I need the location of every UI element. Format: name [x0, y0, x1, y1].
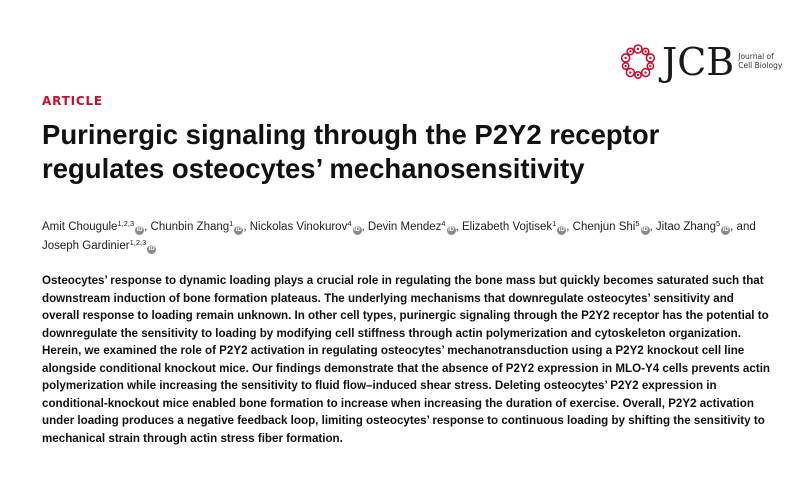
- author-name-text: Joseph Gardinier: [42, 240, 130, 252]
- author-name[interactable]: [42, 240, 156, 252]
- article-type-label: ARTICLE: [42, 94, 103, 108]
- abstract: Osteocytes’ response to dynamic loading plays a crucial role in regulating the bone mass but quickly becomes saturated such that downstream induction of bone formation plateaus. The underlying mechanisms that downregulate osteocytes’ sensitivity and overall response to loading remain unknown. In other cell types, purinergic signaling through the P2Y2 receptor has the potential to downregulate the sensitivity to loading by modifying cell stiffness through actin polymerization and cytoskeleton organization. Herein, we examined the role of P2Y2 activation in regulating osteocytes’ mechanotransduction using a P2Y2 knockout cell line alongside conditional knockout mice. Our findings demonstrate that the absence of P2Y2 expression in MLO-Y4 cells prevents actin polymerization while increasing the sensitivity to fluid flow–induced shear stress. Deleting osteocytes’ P2Y2 expression in conditional-knockout mice enabled bone formation to increase when increasing the duration of exercise. Overall, P2Y2 activation under loading produces a negative feedback loop, limiting osteocytes’ response to continuous loading by shifting the sensitivity to mechanical strain through actin stress fiber formation.: [42, 274, 770, 445]
- logo-cell-nucleus: [629, 50, 631, 52]
- article-title: Purinergic signaling through the P2Y2 receptor regulates osteocytes’ mechanosensitivity: [42, 119, 660, 184]
- author-name[interactable]: [368, 221, 456, 233]
- logo-cell-nucleus: [644, 50, 646, 52]
- orcid-icon[interactable]: iD: [235, 227, 242, 233]
- author-affiliation: 1: [552, 219, 557, 228]
- orcid-icon[interactable]: iD: [148, 246, 155, 252]
- author-separator: , and: [730, 221, 756, 233]
- author-affiliation: 1: [229, 219, 234, 228]
- journal-abbrev: JCB: [662, 40, 735, 84]
- orcid-icon[interactable]: iD: [722, 227, 729, 233]
- author-affiliation: 5: [716, 219, 721, 228]
- jcb-cell-ring-icon: [618, 42, 658, 82]
- author-name[interactable]: [151, 221, 244, 233]
- orcid-icon[interactable]: iD: [642, 227, 648, 233]
- author-separator: ,: [649, 221, 656, 233]
- author-name[interactable]: [462, 221, 566, 233]
- logo-cell-nucleus: [629, 71, 631, 73]
- logo-cell-nucleus: [624, 65, 626, 67]
- logo-cell-nucleus: [649, 65, 651, 67]
- logo-cell-nucleus: [637, 48, 639, 50]
- author-name-text: Amit Chougule: [42, 221, 118, 233]
- journal-name: [738, 53, 788, 70]
- author-affiliation: 4: [441, 219, 446, 228]
- author-separator: ,: [566, 221, 573, 233]
- author-separator: ,: [455, 221, 462, 233]
- orcid-icon[interactable]: iD: [354, 227, 360, 233]
- author-name[interactable]: [573, 221, 650, 233]
- logo-cell-nucleus: [649, 57, 651, 59]
- author-separator: ,: [243, 221, 250, 233]
- author-affiliation: 5: [635, 219, 640, 228]
- author-separator: ,: [361, 221, 368, 233]
- author-list: [42, 218, 782, 256]
- orcid-icon[interactable]: iD: [558, 227, 565, 233]
- author-name-text: Jitao Zhang: [655, 221, 716, 233]
- author-affiliation: 1,2,3: [129, 238, 147, 247]
- author-affiliation: 4: [347, 219, 352, 228]
- journal-name-line2: Cell Biology: [738, 61, 783, 70]
- journal-logo: [618, 42, 788, 82]
- journal-name-line1: Journal of: [738, 52, 774, 62]
- author-name-text: Chenjun Shi: [572, 221, 636, 233]
- logo-cell-nucleus: [637, 74, 639, 76]
- orcid-icon[interactable]: iD: [448, 227, 455, 233]
- orcid-icon[interactable]: iD: [136, 227, 143, 233]
- author-name[interactable]: [250, 221, 362, 233]
- author-affiliation: 1,2,3: [117, 219, 135, 228]
- logo-cell-nucleus: [644, 71, 646, 73]
- author-name[interactable]: [42, 221, 144, 233]
- author-name[interactable]: [656, 221, 730, 233]
- author-name-text: Devin Mendez: [367, 221, 442, 233]
- author-name-text: Elizabeth Vojtisek: [461, 221, 553, 233]
- logo-cell-nucleus: [624, 57, 626, 59]
- author-name-text: Nickolas Vinokurov: [249, 221, 348, 233]
- author-separator: ,: [144, 221, 151, 233]
- author-name-text: Chunbin Zhang: [150, 221, 230, 233]
